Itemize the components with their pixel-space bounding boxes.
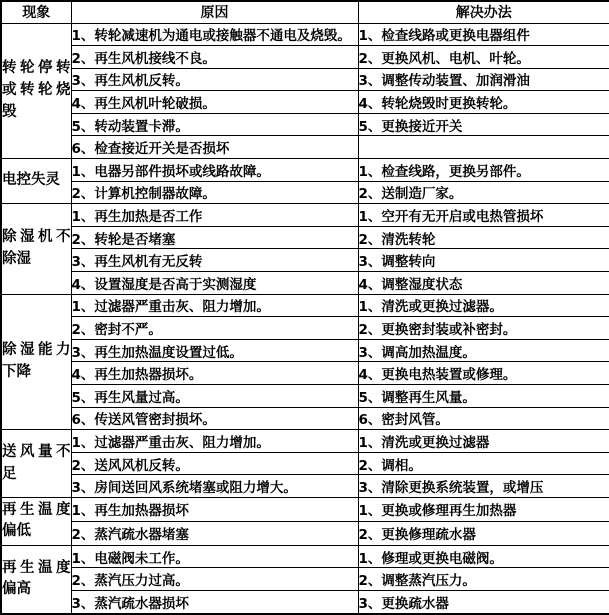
phenomenon-cell: 电控失灵 [1, 159, 71, 204]
cause-cell: 2、送风风机反转。 [71, 452, 358, 475]
solution-cell: 2、调相。 [358, 452, 609, 475]
header-row [1, 1, 609, 23]
table-row [1, 407, 609, 430]
phenomenon-cell: 除湿能力下降 [1, 294, 71, 430]
table-row [1, 568, 609, 591]
cause-cell: 3、再生风机反转。 [71, 68, 358, 91]
cause-cell: 2、密封不严。 [71, 317, 358, 340]
solution-cell: 4、调整湿度状态 [358, 272, 609, 295]
table-row [1, 181, 609, 204]
table-row [1, 226, 609, 249]
solution-cell: 3、调高加热温度。 [358, 339, 609, 362]
cause-cell: 4、再生加热器损坏。 [71, 362, 358, 385]
solution-cell: 2、更换修理疏水器 [358, 521, 609, 545]
cause-cell: 2、蒸汽疏水器堵塞 [71, 521, 358, 545]
cause-cell: 1、过滤器严重击灰、阻力增加。 [71, 430, 358, 453]
table-row [1, 339, 609, 362]
solution-cell: 6、密封风管。 [358, 407, 609, 430]
header-cause: 原因 [71, 1, 358, 23]
solution-cell: 4、更换电热装置或修理。 [358, 362, 609, 385]
solution-cell: 2、更换密封装或补密封。 [358, 317, 609, 340]
cause-cell: 3、蒸汽疏水器损坏 [71, 591, 358, 614]
table-row [1, 204, 609, 227]
header-solution: 解决办法 [358, 1, 609, 23]
cause-cell: 1、电磁阀未工作。 [71, 545, 358, 568]
cause-cell: 2、转轮是否堵塞 [71, 226, 358, 249]
solution-cell: 3、清除更换系统装置，或增压 [358, 475, 609, 498]
table-row [1, 68, 609, 91]
solution-cell: 2、更换风机、电机、叶轮。 [358, 46, 609, 69]
solution-cell: 3、调整转向 [358, 249, 609, 272]
solution-cell: 1、修理或更换电磁阀。 [358, 545, 609, 568]
table-row [1, 113, 609, 136]
table-row [1, 23, 609, 46]
table-row [1, 159, 609, 182]
table-row [1, 521, 609, 545]
cause-cell: 1、再生加热器损坏 [71, 497, 358, 521]
cause-cell: 4、设置湿度是否高于实测湿度 [71, 272, 358, 295]
solution-cell: 3、调整传动装置、加润滑油 [358, 68, 609, 91]
cause-cell: 3、再生加热温度设置过低。 [71, 339, 358, 362]
table-row [1, 136, 609, 159]
cause-cell: 1、转轮减速机为通电或接触器不通电及烧毁。 [71, 23, 358, 46]
cause-cell: 1、过滤器严重击灰、阻力增加。 [71, 294, 358, 317]
solution-cell: 1、更换或修理再生加热器 [358, 497, 609, 521]
cause-cell: 6、检查接近开关是否损坏 [71, 136, 358, 159]
solution-cell: 1、检查线路，更换另部件。 [358, 159, 609, 182]
solution-cell: 1、检查线路或更换电器组件 [358, 23, 609, 46]
solution-cell: 5、调整再生风量。 [358, 385, 609, 408]
table-row [1, 430, 609, 453]
cause-cell: 2、再生风机接线不良。 [71, 46, 358, 69]
table-row [1, 497, 609, 521]
table-row [1, 362, 609, 385]
cause-cell: 2、计算机控制器故障。 [71, 181, 358, 204]
solution-cell: 1、清洗或更换过滤器。 [358, 294, 609, 317]
table-row [1, 249, 609, 272]
table-row [1, 591, 609, 614]
table-body [1, 23, 609, 614]
table-row [1, 272, 609, 295]
table-row [1, 294, 609, 317]
solution-cell: 3、更换疏水器 [358, 591, 609, 614]
solution-cell: 4、转轮烧毁时更换转轮。 [358, 91, 609, 114]
table-row [1, 452, 609, 475]
solution-cell: 2、清洗转轮 [358, 226, 609, 249]
solution-cell: 5、更换接近开关 [358, 113, 609, 136]
solution-cell [358, 136, 609, 159]
phenomenon-cell: 转轮停转或转轮烧毁 [1, 23, 71, 159]
solution-cell: 2、调整蒸汽压力。 [358, 568, 609, 591]
solution-cell: 2、送制造厂家。 [358, 181, 609, 204]
cause-cell: 3、再生风机有无反转 [71, 249, 358, 272]
phenomenon-cell: 除湿机不除湿 [1, 204, 71, 294]
table-row [1, 475, 609, 498]
phenomenon-cell: 再生温度偏高 [1, 545, 71, 614]
cause-cell: 3、房间送回风系统堵塞或阻力增大。 [71, 475, 358, 498]
solution-cell: 1、空开有无开启或电热管损坏 [358, 204, 609, 227]
phenomenon-cell: 送风量不足 [1, 430, 71, 498]
header-phenomenon: 现象 [1, 1, 71, 23]
cause-cell: 1、再生加热是否工作 [71, 204, 358, 227]
cause-cell: 4、再生风机叶轮破损。 [71, 91, 358, 114]
table-row [1, 46, 609, 69]
table-row [1, 91, 609, 114]
table-row [1, 317, 609, 340]
phenomenon-cell: 再生温度偏低 [1, 497, 71, 545]
solution-cell: 1、清洗或更换过滤器 [358, 430, 609, 453]
table-row [1, 545, 609, 568]
cause-cell: 5、再生风量过高。 [71, 385, 358, 408]
cause-cell: 2、蒸汽压力过高。 [71, 568, 358, 591]
cause-cell: 5、转动装置卡滞。 [71, 113, 358, 136]
table-row [1, 385, 609, 408]
cause-cell: 6、传送风管密封损坏。 [71, 407, 358, 430]
cause-cell: 1、电器另部件损坏或线路故障。 [71, 159, 358, 182]
